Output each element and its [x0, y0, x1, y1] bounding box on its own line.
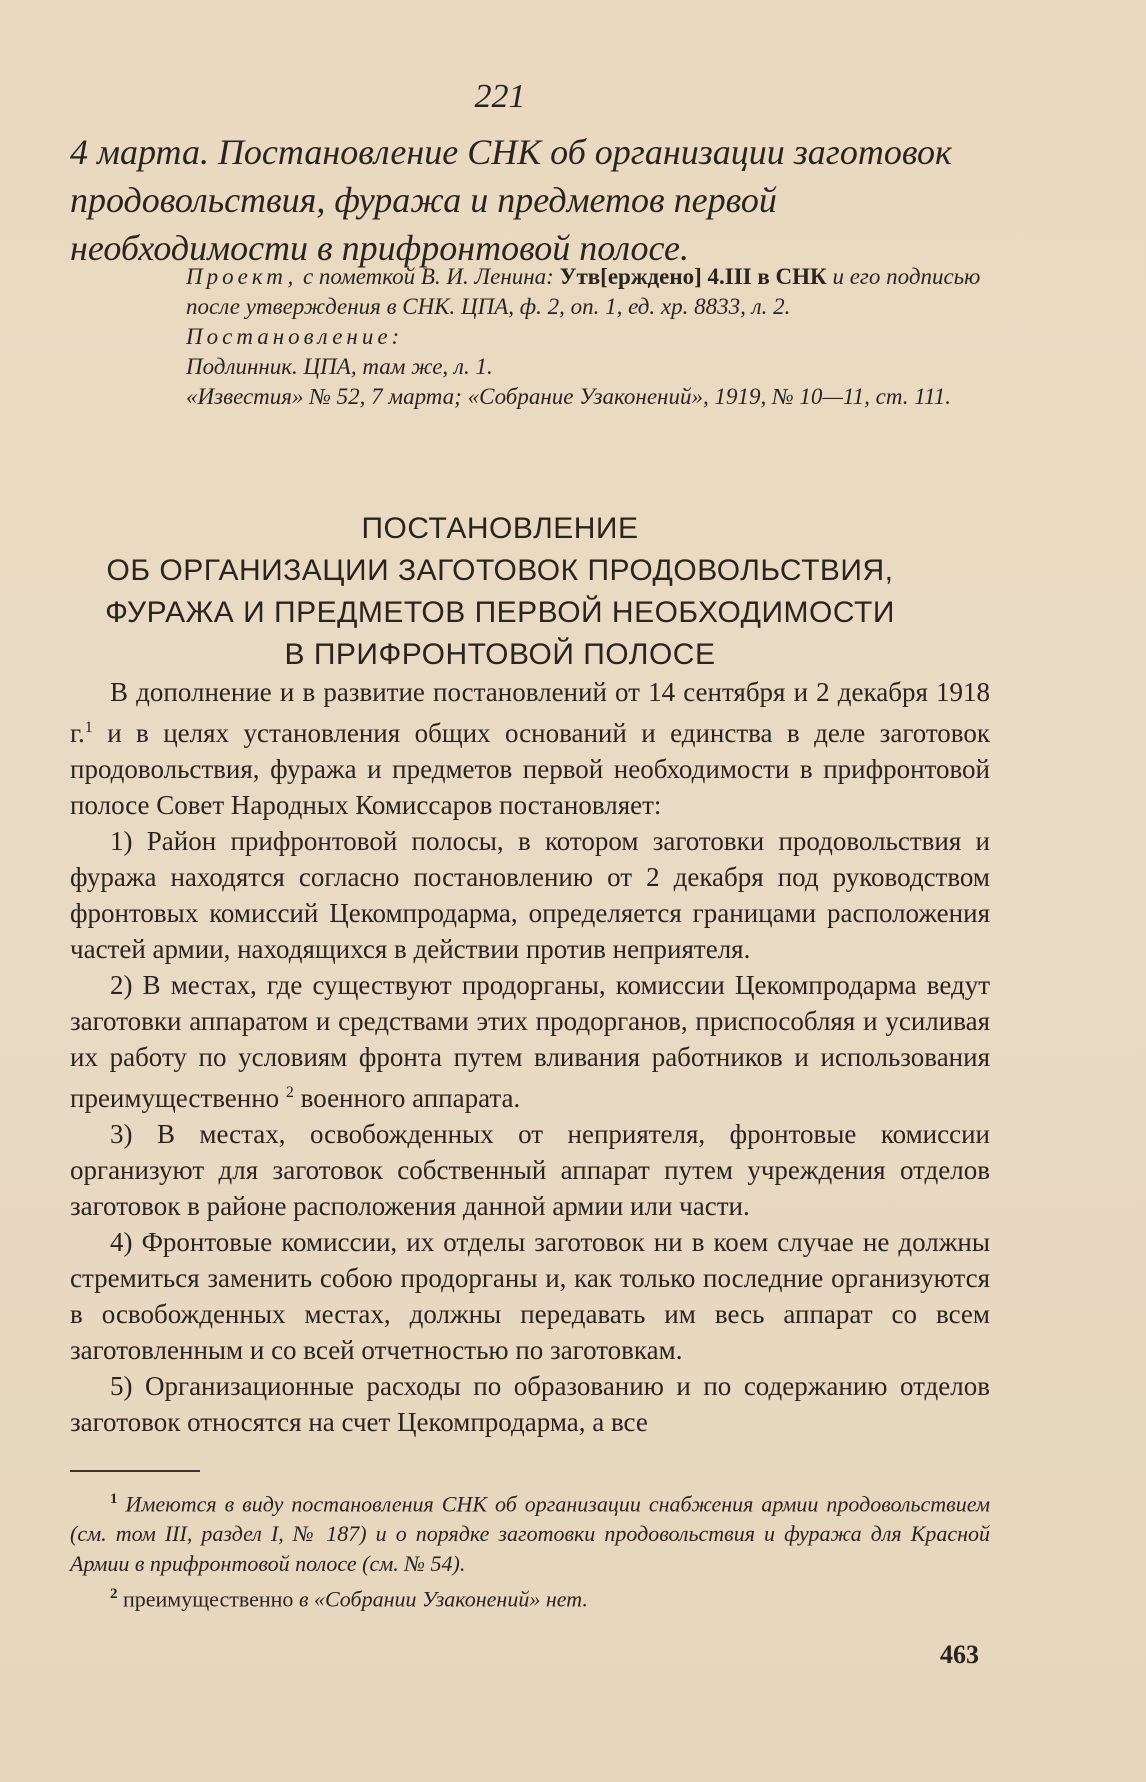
footnote-ref-1: 1 — [84, 719, 93, 736]
paragraph-5: 5) Организационные расходы по образованию и по содержанию отделов заготовок относятся на счет Цекомпродарма, а все — [70, 1371, 990, 1437]
source-line-original: Подлинник. ЦПА, там же, л. 1. — [186, 354, 493, 379]
source-draft-stamp: Утв[ерждено] 4.III в СНК — [559, 264, 827, 289]
decree-body — [70, 674, 990, 1440]
intro-paragraph — [70, 674, 990, 823]
footnote-1-text: Имеются в виду постановления СНК об организации снабжения армии продовольствием (см. том III, раздел I, № 187) и о порядке заготовки продовольствия и фуража для Красной Армии в прифронтовой полосе (см. № 54). — [70, 1491, 990, 1577]
source-line-draft — [186, 262, 986, 322]
paragraph-1: 1) Район прифронтовой полосы, в котором заготовки продовольствия и фуража находятся согласно постановлению от 2 декабря под руководством фронтовых комиссий Цекомпродарма, определяется границами расположения частей армии, находящихся в действии против неприятеля. — [70, 826, 990, 964]
intro-text-a: В дополнение и в развитие постановлений от 14 сентября и 2 декабря 1918 г. — [70, 677, 990, 748]
source-draft-archive: и его подписью после утверждения в СНК. ЦПА, ф. 2, оп. 1, ед. хр. 8833, л. 2. — [186, 264, 981, 319]
footnote-2-text: в «Собрании Узаконений» нет. — [293, 1586, 588, 1612]
footnote-divider — [70, 1470, 200, 1472]
footnote-1 — [70, 1484, 990, 1579]
document-heading: 4 марта. Постановление СНК об организации заготовок продовольствия, фуража и предметов первой необходимости в прифронтовой полосе. — [70, 132, 952, 268]
decree-title — [40, 508, 960, 676]
title-line-4: В ПРИФРОНТОВОЙ ПОЛОСЕ — [284, 638, 716, 671]
footnote-2 — [70, 1579, 990, 1614]
footnote-1-mark: 1 — [110, 1491, 118, 1507]
title-line-3: ФУРАЖА И ПРЕДМЕТОВ ПЕРВОЙ НЕОБХОДИМОСТИ — [105, 596, 895, 629]
source-block — [186, 262, 986, 412]
source-draft-label: Проект, — [186, 264, 298, 289]
source-draft-note: с пометкой В. И. Ленина: — [297, 264, 560, 289]
intro-text-b: и в целях установления общих оснований и единства в деле заготовок продовольствия, фуража и предметов первой необходимости в прифронтовой полосе Совет Народных Комиссаров постановляет: — [70, 718, 990, 820]
footnote-2-word: преимущественно — [117, 1586, 294, 1612]
paragraph-2-text-a: 2) В местах, где существуют продорганы, комиссии Цекомпродарма ведут заготовки аппаратом и средствами этих продорганов, приспособляя и усиливая их работу по условиям фронта путем вливания работников и использования преимущественно — [70, 970, 990, 1113]
page-number-top: 221 — [474, 78, 526, 115]
paragraph-2 — [70, 967, 990, 1116]
title-line-2: ОБ ОРГАНИЗАЦИИ ЗАГОТОВОК ПРОДОВОЛЬСТВИЯ, — [106, 554, 894, 587]
paragraph-3: 3) В местах, освобожденных от неприятеля, фронтовые комиссии организуют для заготовок собственный аппарат путем учреждения отделов заготовок в районе расположения данной армии или части. — [70, 1119, 990, 1221]
source-line-publication: «Известия» № 52, 7 марта; «Собрание Узаконений», 1919, № 10—11, ст. 111. — [186, 384, 952, 409]
paragraph-4: 4) Фронтовые комиссии, их отделы заготовок ни в коем случае не должны стремиться заменить собою продорганы и, как только последние организуются в освобожденных местах, должны передавать им весь аппарат со всем заготовленным и со всей отчетностью по заготовкам. — [70, 1227, 990, 1365]
paragraph-2-text-b: военного аппарата. — [293, 1083, 521, 1113]
source-line-decree: Постановление: — [186, 324, 404, 349]
page-number-bottom: 463 — [940, 1640, 979, 1669]
footnote-2-mark: 2 — [110, 1586, 118, 1603]
title-line-1: ПОСТАНОВЛЕНИЕ — [361, 512, 639, 545]
footnote-ref-2: 2 — [285, 1084, 294, 1101]
footnotes — [70, 1484, 990, 1615]
